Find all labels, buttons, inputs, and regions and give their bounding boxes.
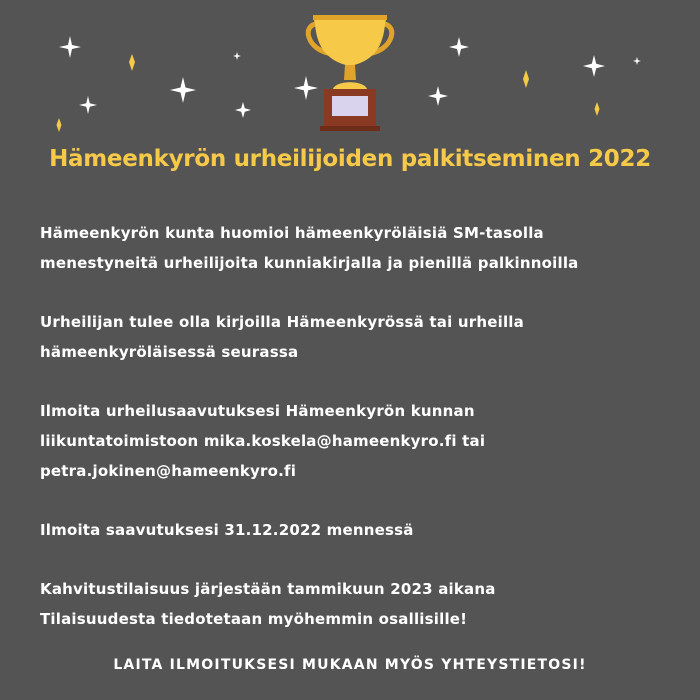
- sparkle-icon: [449, 37, 469, 57]
- sparkle-icon: [294, 76, 318, 100]
- poster-title: Hämeenkyrön urheilijoiden palkitseminen 2022: [49, 146, 651, 172]
- sparkle-icon: [583, 55, 605, 77]
- diamond-star-icon: [523, 70, 529, 88]
- text-line: Hämeenkyrön kunta huomioi hämeenkyröläisiä SM-tasolla: [40, 224, 544, 242]
- sparkle-icon: [59, 36, 81, 58]
- sparkle-icon: [170, 77, 196, 103]
- text-line: Kahvitustilaisuus järjestään tammikuun 2023 aikana: [40, 580, 496, 598]
- sparkle-icon: [79, 96, 97, 114]
- event-info: [40, 574, 680, 634]
- text-line: hämeenkyröläisessä seurassa: [40, 343, 299, 361]
- footer-callout: LAITA ILMOITUKSESI MUKAAN MYÖS YHTEYSTIETOSI!: [113, 657, 587, 673]
- decoration-layer: [0, 0, 700, 140]
- text-line: menestyneitä urheilijoita kunniakirjalla ja pienillä palkinnoilla: [40, 254, 579, 272]
- diamond-star-icon: [57, 118, 62, 132]
- sparkle-icon: [633, 57, 641, 65]
- text-line: petra.jokinen@hameenkyro.fi: [40, 462, 297, 480]
- text-line: Ilmoita saavutuksesi 31.12.2022 mennessä: [40, 521, 414, 539]
- contact-instructions: [40, 396, 680, 486]
- text-line: Ilmoita urheilusaavutuksesi Hämeenkyrön kunnan: [40, 402, 475, 420]
- sparkle-icon: [235, 102, 251, 118]
- deadline: [40, 515, 680, 545]
- poster-body: [40, 218, 680, 663]
- trophy-icon: [308, 15, 392, 131]
- text-line: liikuntatoimistoon mika.koskela@hameenkyro.fi tai: [40, 432, 486, 450]
- diamond-star-icon: [595, 102, 600, 116]
- text-line: Urheilijan tulee olla kirjoilla Hämeenkyrössä tai urheilla: [40, 313, 524, 331]
- eligibility-intro: [40, 218, 680, 278]
- text-line: Tilaisuudesta tiedotetaan myöhemmin osallisille!: [40, 610, 468, 628]
- sparkle-icon: [233, 52, 241, 60]
- residency-requirement: [40, 307, 680, 367]
- diamond-star-icon: [129, 54, 135, 71]
- sparkle-icon: [428, 86, 448, 106]
